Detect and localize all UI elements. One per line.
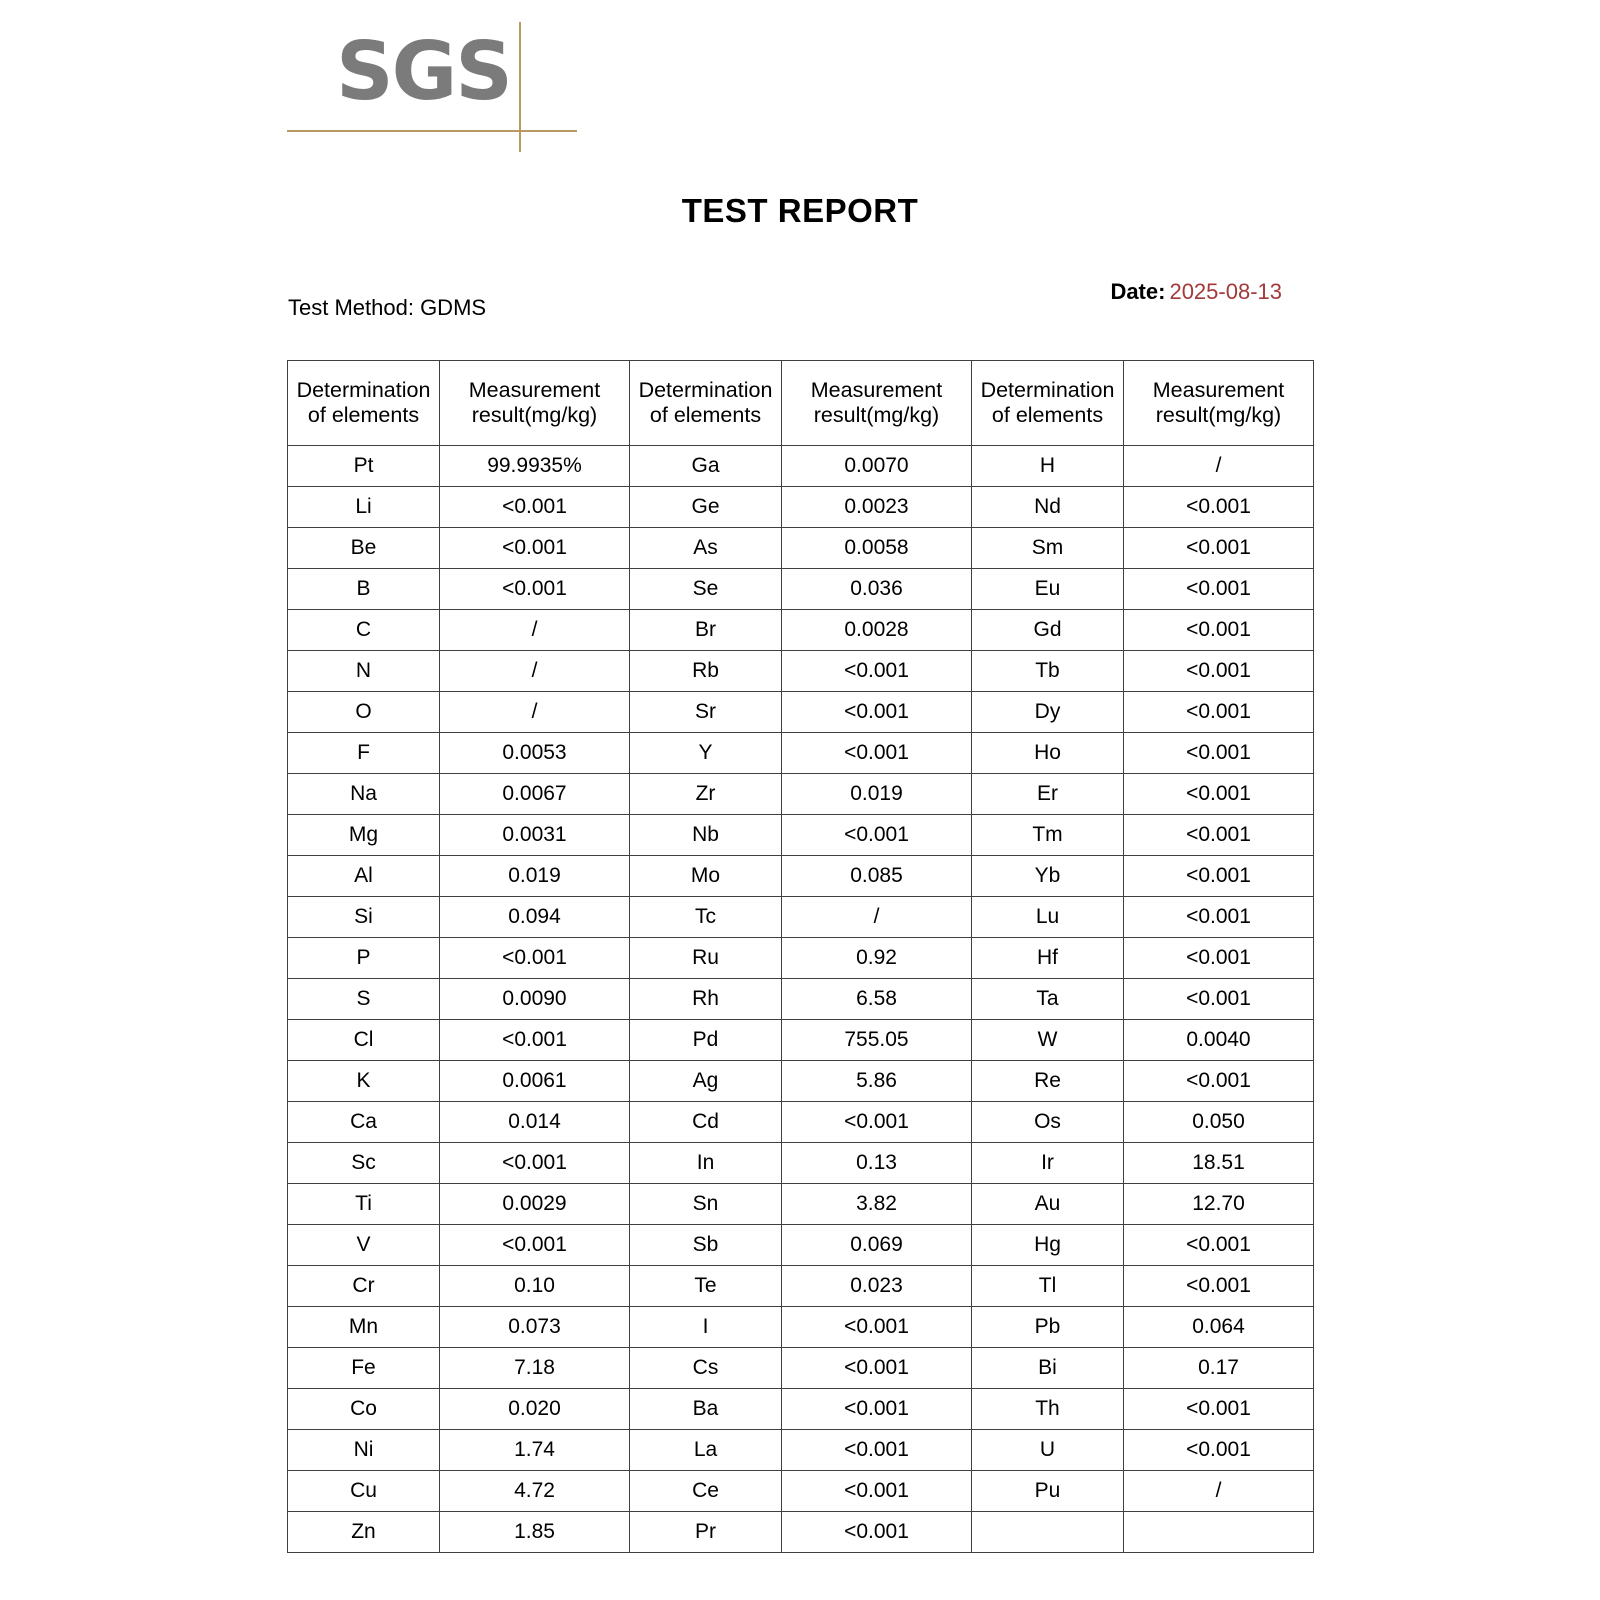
cell-result-1: <0.001 — [440, 1143, 630, 1184]
cell-element-1: Li — [288, 487, 440, 528]
cell-result-3: / — [1124, 446, 1314, 487]
cell-result-2: <0.001 — [782, 651, 972, 692]
cell-result-3: <0.001 — [1124, 733, 1314, 774]
cell-element-3: H — [972, 446, 1124, 487]
header-line-2: of elements — [649, 403, 762, 427]
cell-result-2: <0.001 — [782, 1430, 972, 1471]
cell-element-1: Mg — [288, 815, 440, 856]
cell-result-3: <0.001 — [1124, 897, 1314, 938]
cell-result-1: 0.094 — [440, 897, 630, 938]
cell-result-2: 3.82 — [782, 1184, 972, 1225]
table-row — [288, 651, 1314, 692]
cell-result-2: 5.86 — [782, 1061, 972, 1102]
table-row — [288, 1266, 1314, 1307]
cell-result-1: <0.001 — [440, 487, 630, 528]
cell-element-3: Lu — [972, 897, 1124, 938]
cell-result-3 — [1124, 1512, 1314, 1553]
cell-element-3: Nd — [972, 487, 1124, 528]
cell-element-3: Tl — [972, 1266, 1124, 1307]
cell-result-2: 0.036 — [782, 569, 972, 610]
header-line-2: of elements — [307, 403, 420, 427]
cell-element-3: U — [972, 1430, 1124, 1471]
test-method-label: Test Method: GDMS — [288, 295, 487, 320]
table-row — [288, 774, 1314, 815]
cell-element-1: K — [288, 1061, 440, 1102]
cell-element-3 — [972, 1512, 1124, 1553]
cell-result-1: <0.001 — [440, 528, 630, 569]
cell-result-1: 0.020 — [440, 1389, 630, 1430]
cell-result-3: <0.001 — [1124, 487, 1314, 528]
cell-element-1: O — [288, 692, 440, 733]
cell-result-1: 0.014 — [440, 1102, 630, 1143]
header-line-2: result(mg/kg) — [1155, 403, 1282, 427]
sgs-logo — [287, 22, 577, 152]
cell-result-1: 0.073 — [440, 1307, 630, 1348]
cell-result-3: 12.70 — [1124, 1184, 1314, 1225]
cell-result-3: <0.001 — [1124, 528, 1314, 569]
page-title: TEST REPORT — [681, 192, 919, 229]
cell-element-2: Ru — [630, 938, 782, 979]
cell-element-2: Mo — [630, 856, 782, 897]
table-row — [288, 1389, 1314, 1430]
table-row — [288, 1020, 1314, 1061]
header-line-1: Determination — [296, 378, 431, 403]
cell-result-1: <0.001 — [440, 1020, 630, 1061]
cell-result-1: <0.001 — [440, 938, 630, 979]
cell-result-2: <0.001 — [782, 1389, 972, 1430]
cell-result-1: 99.9935% — [440, 446, 630, 487]
table-row — [288, 569, 1314, 610]
table-header-row — [288, 361, 1314, 446]
table-row — [288, 1430, 1314, 1471]
cell-element-2: Rh — [630, 979, 782, 1020]
cell-element-1: Ni — [288, 1430, 440, 1471]
cell-result-3: <0.001 — [1124, 979, 1314, 1020]
cell-element-3: Bi — [972, 1348, 1124, 1389]
table-row — [288, 856, 1314, 897]
cell-result-3: 0.17 — [1124, 1348, 1314, 1389]
cell-element-2: Ag — [630, 1061, 782, 1102]
header-line-1: Measurement — [810, 378, 943, 403]
cell-element-1: Al — [288, 856, 440, 897]
cell-element-1: V — [288, 1225, 440, 1266]
cell-element-3: Re — [972, 1061, 1124, 1102]
table-row — [288, 528, 1314, 569]
cell-element-3: Tm — [972, 815, 1124, 856]
cell-element-1: F — [288, 733, 440, 774]
cell-element-2: Ge — [630, 487, 782, 528]
table-row — [288, 733, 1314, 774]
cell-element-2: Pd — [630, 1020, 782, 1061]
table-row — [288, 815, 1314, 856]
cell-result-3: <0.001 — [1124, 1389, 1314, 1430]
cell-element-1: Fe — [288, 1348, 440, 1389]
cell-element-1: Mn — [288, 1307, 440, 1348]
table-row — [288, 487, 1314, 528]
date-label: Date: — [1110, 279, 1166, 304]
cell-element-3: Ta — [972, 979, 1124, 1020]
cell-result-2: <0.001 — [782, 692, 972, 733]
cell-result-2: <0.001 — [782, 1307, 972, 1348]
cell-element-1: Ti — [288, 1184, 440, 1225]
cell-element-1: Sc — [288, 1143, 440, 1184]
cell-result-1: 7.18 — [440, 1348, 630, 1389]
cell-element-1: Pt — [288, 446, 440, 487]
cell-element-1: S — [288, 979, 440, 1020]
cell-element-3: Ir — [972, 1143, 1124, 1184]
cell-element-2: Zr — [630, 774, 782, 815]
cell-element-3: Eu — [972, 569, 1124, 610]
logo-vertical-rule — [519, 22, 521, 152]
cell-element-1: Be — [288, 528, 440, 569]
date-value: 2025-08-13 — [1169, 279, 1282, 304]
cell-result-1: 0.0061 — [440, 1061, 630, 1102]
column-header-result-3 — [1124, 361, 1314, 446]
cell-result-1: / — [440, 610, 630, 651]
cell-result-3: <0.001 — [1124, 1225, 1314, 1266]
cell-result-3: <0.001 — [1124, 610, 1314, 651]
cell-element-2: Br — [630, 610, 782, 651]
cell-result-2: 0.0058 — [782, 528, 972, 569]
cell-element-2: Ce — [630, 1471, 782, 1512]
cell-result-2: 0.0028 — [782, 610, 972, 651]
cell-result-3: <0.001 — [1124, 1430, 1314, 1471]
cell-result-1: <0.001 — [440, 569, 630, 610]
cell-element-1: Na — [288, 774, 440, 815]
table-row — [288, 938, 1314, 979]
table-row — [288, 1184, 1314, 1225]
cell-result-2: 0.13 — [782, 1143, 972, 1184]
cell-element-2: Tc — [630, 897, 782, 938]
cell-element-1: Cr — [288, 1266, 440, 1307]
cell-result-1: 0.0029 — [440, 1184, 630, 1225]
header-line-2: of elements — [991, 403, 1104, 427]
cell-element-3: Sm — [972, 528, 1124, 569]
header-line-1: Determination — [638, 378, 773, 403]
report-date — [1110, 279, 1282, 305]
logo-horizontal-rule — [287, 130, 577, 132]
column-header-result-1 — [440, 361, 630, 446]
cell-element-3: Tb — [972, 651, 1124, 692]
cell-element-2: Sn — [630, 1184, 782, 1225]
cell-result-1: / — [440, 651, 630, 692]
cell-element-3: Pu — [972, 1471, 1124, 1512]
cell-result-3: <0.001 — [1124, 651, 1314, 692]
cell-result-2: 6.58 — [782, 979, 972, 1020]
header-line-1: Measurement — [1152, 378, 1285, 403]
cell-element-2: Ba — [630, 1389, 782, 1430]
cell-result-2: 755.05 — [782, 1020, 972, 1061]
cell-element-3: Gd — [972, 610, 1124, 651]
cell-element-2: Rb — [630, 651, 782, 692]
cell-result-1: 0.10 — [440, 1266, 630, 1307]
cell-result-1: <0.001 — [440, 1225, 630, 1266]
header-line-1: Measurement — [468, 378, 601, 403]
cell-element-3: Pb — [972, 1307, 1124, 1348]
cell-result-2: <0.001 — [782, 815, 972, 856]
cell-element-1: Ca — [288, 1102, 440, 1143]
cell-element-2: I — [630, 1307, 782, 1348]
cell-result-2: 0.023 — [782, 1266, 972, 1307]
cell-element-1: Si — [288, 897, 440, 938]
column-header-element-2 — [630, 361, 782, 446]
cell-result-1: 4.72 — [440, 1471, 630, 1512]
cell-element-3: Ho — [972, 733, 1124, 774]
cell-result-3: <0.001 — [1124, 815, 1314, 856]
table-row — [288, 979, 1314, 1020]
cell-element-3: Os — [972, 1102, 1124, 1143]
table-row — [288, 692, 1314, 733]
cell-element-3: W — [972, 1020, 1124, 1061]
cell-result-1: 1.85 — [440, 1512, 630, 1553]
cell-result-1: 1.74 — [440, 1430, 630, 1471]
cell-result-2: 0.085 — [782, 856, 972, 897]
cell-result-2: 0.069 — [782, 1225, 972, 1266]
cell-result-3: 18.51 — [1124, 1143, 1314, 1184]
cell-element-2: Se — [630, 569, 782, 610]
cell-element-3: Au — [972, 1184, 1124, 1225]
cell-result-3: <0.001 — [1124, 692, 1314, 733]
cell-element-3: Er — [972, 774, 1124, 815]
cell-element-2: Y — [630, 733, 782, 774]
cell-result-3: / — [1124, 1471, 1314, 1512]
cell-element-2: In — [630, 1143, 782, 1184]
cell-element-1: N — [288, 651, 440, 692]
logo-text: SGS — [336, 25, 511, 118]
cell-result-2: <0.001 — [782, 1102, 972, 1143]
cell-element-3: Dy — [972, 692, 1124, 733]
table-row — [288, 610, 1314, 651]
cell-element-1: P — [288, 938, 440, 979]
cell-result-2: <0.001 — [782, 1512, 972, 1553]
cell-result-3: 0.064 — [1124, 1307, 1314, 1348]
column-header-element-1 — [288, 361, 440, 446]
cell-element-2: Sb — [630, 1225, 782, 1266]
cell-result-2: 0.0023 — [782, 487, 972, 528]
results-table-wrapper — [287, 360, 1312, 1553]
cell-result-1: 0.0090 — [440, 979, 630, 1020]
cell-element-3: Hf — [972, 938, 1124, 979]
cell-element-2: Cd — [630, 1102, 782, 1143]
cell-result-2: 0.92 — [782, 938, 972, 979]
cell-element-1: Cu — [288, 1471, 440, 1512]
cell-result-1: 0.0053 — [440, 733, 630, 774]
table-row — [288, 446, 1314, 487]
table-row — [288, 1512, 1314, 1553]
cell-result-2: <0.001 — [782, 733, 972, 774]
table-row — [288, 1143, 1314, 1184]
cell-result-2: 0.0070 — [782, 446, 972, 487]
table-row — [288, 1061, 1314, 1102]
cell-result-2: <0.001 — [782, 1471, 972, 1512]
cell-element-3: Th — [972, 1389, 1124, 1430]
header-line-2: result(mg/kg) — [471, 403, 598, 427]
cell-element-2: Te — [630, 1266, 782, 1307]
cell-element-1: Co — [288, 1389, 440, 1430]
cell-result-3: <0.001 — [1124, 856, 1314, 897]
cell-element-3: Hg — [972, 1225, 1124, 1266]
column-header-result-2 — [782, 361, 972, 446]
table-row — [288, 1471, 1314, 1512]
cell-result-2: <0.001 — [782, 1348, 972, 1389]
cell-element-2: La — [630, 1430, 782, 1471]
cell-result-3: <0.001 — [1124, 569, 1314, 610]
table-row — [288, 1307, 1314, 1348]
header-line-2: result(mg/kg) — [813, 403, 940, 427]
table-row — [288, 1348, 1314, 1389]
cell-result-3: <0.001 — [1124, 1061, 1314, 1102]
cell-element-2: Sr — [630, 692, 782, 733]
cell-result-3: 0.050 — [1124, 1102, 1314, 1143]
table-row — [288, 1225, 1314, 1266]
cell-element-2: As — [630, 528, 782, 569]
cell-element-1: C — [288, 610, 440, 651]
cell-result-1: / — [440, 692, 630, 733]
results-table — [287, 360, 1314, 1553]
cell-element-1: B — [288, 569, 440, 610]
cell-result-1: 0.0031 — [440, 815, 630, 856]
cell-element-2: Pr — [630, 1512, 782, 1553]
cell-result-3: <0.001 — [1124, 774, 1314, 815]
table-head — [288, 361, 1314, 446]
table-row — [288, 897, 1314, 938]
cell-element-1: Zn — [288, 1512, 440, 1553]
column-header-element-3 — [972, 361, 1124, 446]
cell-element-2: Ga — [630, 446, 782, 487]
cell-result-3: <0.001 — [1124, 1266, 1314, 1307]
cell-result-2: / — [782, 897, 972, 938]
cell-element-2: Nb — [630, 815, 782, 856]
cell-result-3: 0.0040 — [1124, 1020, 1314, 1061]
cell-element-2: Cs — [630, 1348, 782, 1389]
cell-result-2: 0.019 — [782, 774, 972, 815]
cell-result-3: <0.001 — [1124, 938, 1314, 979]
table-row — [288, 1102, 1314, 1143]
cell-result-1: 0.019 — [440, 856, 630, 897]
table-body — [288, 446, 1314, 1553]
cell-element-3: Yb — [972, 856, 1124, 897]
header-line-1: Determination — [980, 378, 1115, 403]
cell-result-1: 0.0067 — [440, 774, 630, 815]
cell-element-1: Cl — [288, 1020, 440, 1061]
